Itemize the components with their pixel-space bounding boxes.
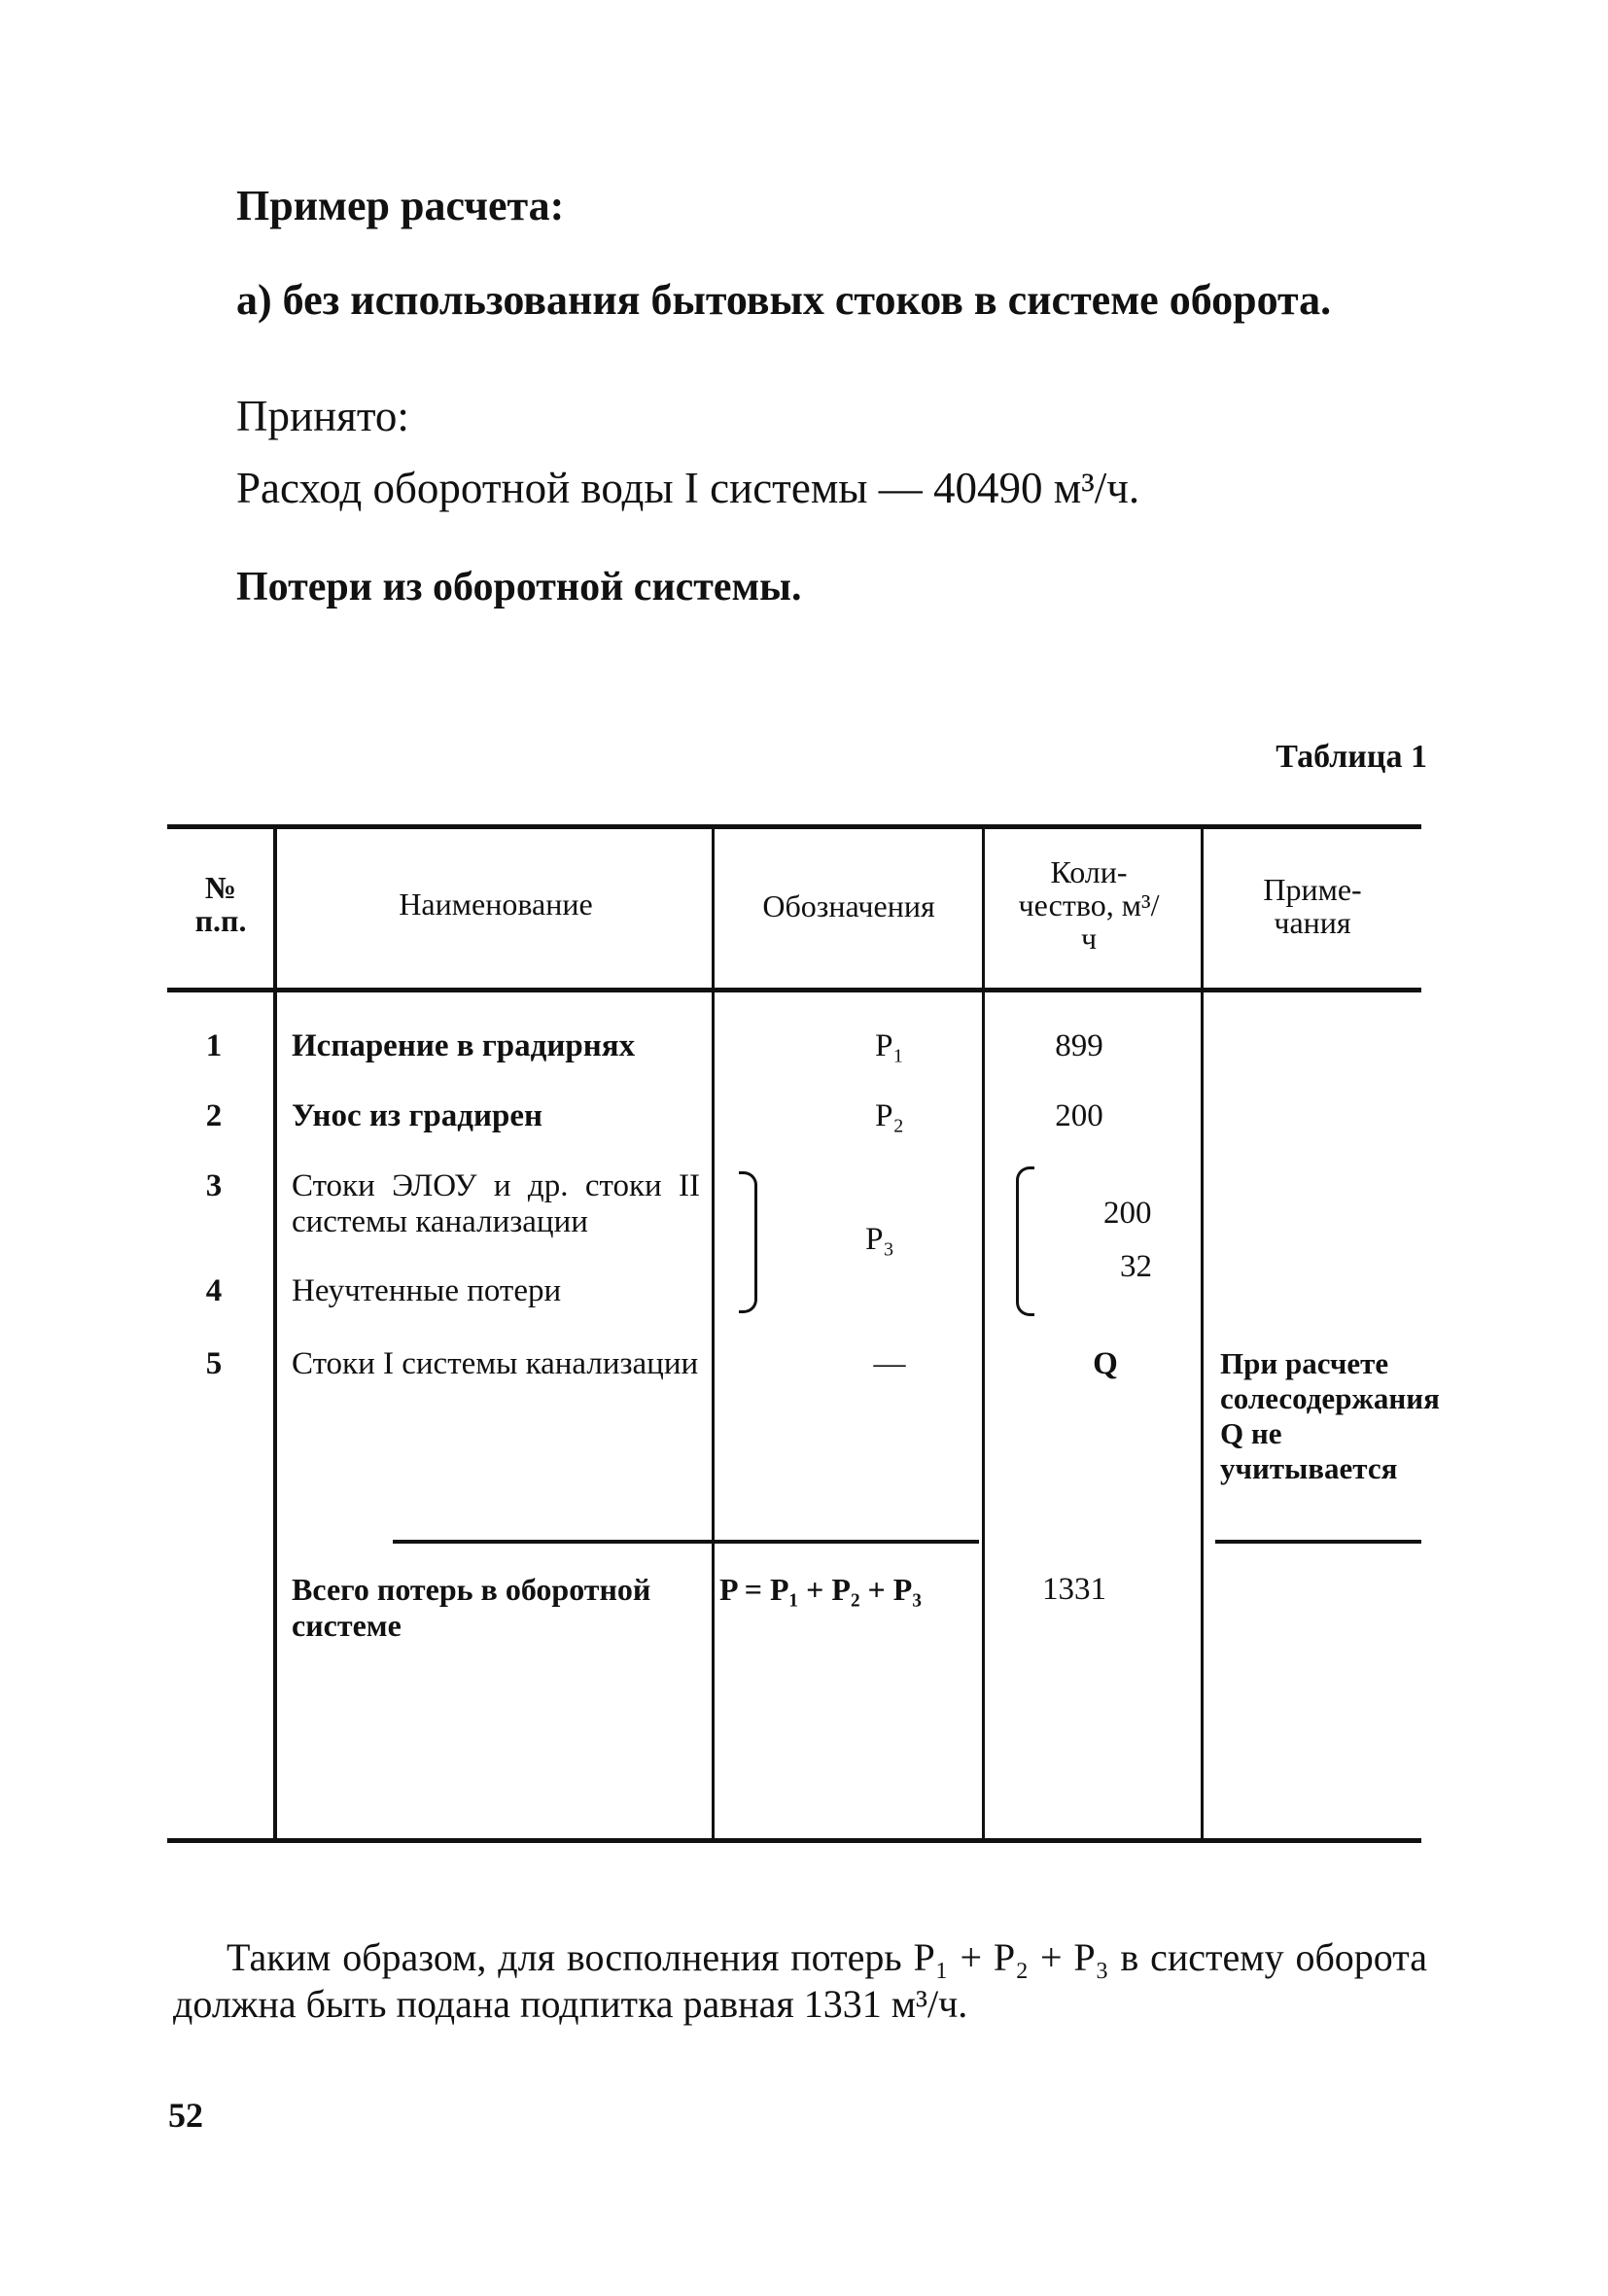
total-designation: P = P₁ + P₂ + P₃ [719, 1572, 922, 1607]
row-2-designation: P₂ [875, 1098, 904, 1133]
row-3-name: Стоки ЭЛОУ и др. стоки II системы канализации [292, 1168, 700, 1239]
table-top-rule [167, 824, 1421, 829]
table-bottom-rule [167, 1838, 1421, 1843]
row-4-name: Неучтенные потери [292, 1273, 562, 1308]
notes-separator-rule [1215, 1540, 1421, 1544]
row-1-quantity: 899 [1055, 1028, 1103, 1063]
row-4-num: 4 [205, 1273, 223, 1308]
losses-heading: Потери из оборотной системы. [236, 565, 802, 609]
row-5-num: 5 [205, 1346, 223, 1381]
accepted-label: Принято: [236, 392, 409, 440]
header-bottom-rule [167, 988, 1421, 992]
row-2-num: 2 [205, 1098, 223, 1133]
row-3-4-designation: P₃ [865, 1222, 894, 1257]
row-1-name: Испарение в градирнях [292, 1028, 636, 1063]
row-4-quantity: 32 [1120, 1249, 1152, 1284]
flow-text: Расход оборотной воды I системы — 40490 м³/ч. [236, 464, 1140, 512]
total-separator-rule [393, 1540, 979, 1544]
row-3-num: 3 [205, 1168, 223, 1203]
row-5-designation: — [873, 1346, 906, 1381]
col-divider-1 [273, 829, 277, 1840]
row-5-note: При расчете солесодержания Q не учитывается [1220, 1346, 1440, 1485]
total-name: Всего потерь в оборотной системе [292, 1572, 651, 1643]
row-1-designation: P₁ [875, 1028, 904, 1063]
table-caption: Таблица 1 [1276, 739, 1427, 775]
row-5-quantity: Q [1093, 1346, 1118, 1381]
quantity-brace [1016, 1166, 1034, 1316]
total-quantity: 1331 [1042, 1572, 1106, 1607]
header-num: № п.п. [194, 870, 247, 938]
row-2-quantity: 200 [1055, 1098, 1103, 1133]
col-divider-4 [1201, 829, 1204, 1840]
page-number: 52 [168, 2096, 203, 2135]
header-notes: Приме- чания [1263, 872, 1362, 940]
header-quantity: Коли- чество, м³/ч [1018, 854, 1160, 956]
col-divider-2 [712, 829, 715, 1840]
row-3-quantity: 200 [1103, 1196, 1152, 1231]
header-designation: Обозначения [762, 888, 935, 923]
designation-brace [739, 1171, 757, 1313]
header-name: Наименование [399, 887, 593, 922]
example-heading: Пример расчета: [236, 182, 565, 229]
col-divider-3 [982, 829, 985, 1840]
row-1-num: 1 [205, 1028, 223, 1063]
case-a-heading: а) без использования бытовых стоков в системе оборота. [236, 276, 1332, 324]
row-5-name: Стоки I системы канализации [292, 1346, 699, 1381]
row-2-name: Унос из градирен [292, 1098, 543, 1133]
conclusion-paragraph: Таким образом, для восполнения потерь P₁ + P₂ + P₃ в систему оборота должна быть подана подпитка равная 1331 м³/ч. [173, 1935, 1427, 2026]
